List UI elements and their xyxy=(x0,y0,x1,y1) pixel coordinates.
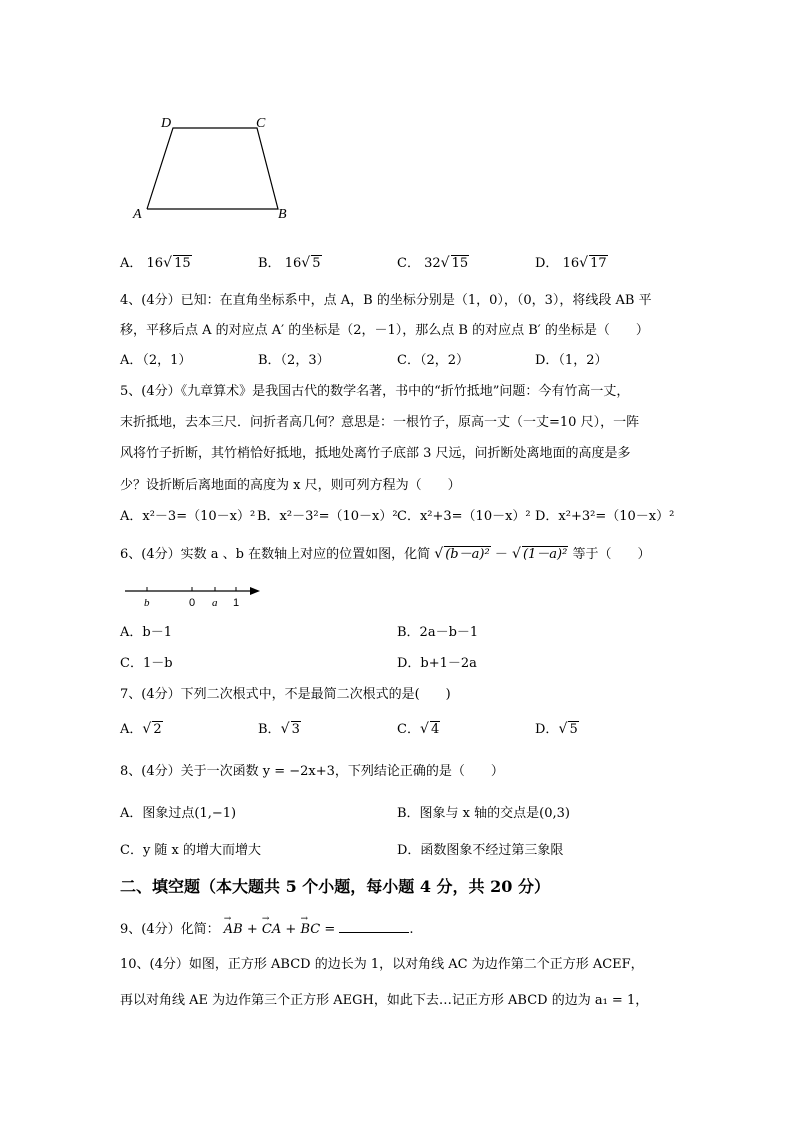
q9-stem xyxy=(120,920,414,939)
q3-option-c xyxy=(397,255,469,273)
trapezoid-figure xyxy=(130,110,300,230)
q4-stem-line2: 移，平移后点 A 的对应点 A′ 的坐标是（2，－1），那么点 B 的对应点 B′ 的坐标是（ ） xyxy=(120,323,649,338)
q6-minus: － xyxy=(494,547,508,562)
q5-stem-line4: 少？设折断后离地面的高度为 x 尺，则可列方程为（ ） xyxy=(120,478,461,493)
q3-d-coef: 16 xyxy=(562,256,580,271)
q3-option-a xyxy=(120,255,192,273)
q7-d-letter: D． xyxy=(535,722,559,737)
q3-c-coef: 32 xyxy=(424,256,441,271)
q8-option-b: B．图象与 x 轴的交点是(0,3) xyxy=(397,806,570,821)
axis-label-a: a xyxy=(212,597,218,609)
q3-c-radicand: 15 xyxy=(451,256,469,271)
q9-stem-text: 9、(4分）化简： xyxy=(120,922,220,937)
axis-label-1: 1 xyxy=(233,597,240,609)
q7-b-radical xyxy=(281,721,301,739)
q7-c-radicand: 4 xyxy=(430,722,440,737)
q3-b-radical xyxy=(301,255,321,273)
q9-vector-bc: → BC xyxy=(300,921,320,939)
q3-c-letter: C． xyxy=(397,256,420,271)
q4-stem-line1: 4、(4分）已知：在直角坐标系中，点 A，B 的坐标分别是（1，0），（0，3），将线段 AB 平 xyxy=(120,293,652,308)
q5-stem-line2: 末折抵地，去本三尺．问折者高几何？意思是：一根竹子，原高一丈（一丈=10 尺），一阵 xyxy=(120,415,640,430)
q6-option-a: A．b－1 xyxy=(120,625,172,640)
q3-d-radical xyxy=(579,255,608,273)
q6-stem xyxy=(120,546,651,564)
q7-d-radical xyxy=(558,721,578,739)
q6-option-d: D．b+1－2a xyxy=(397,656,477,671)
q3-a-letter: A． xyxy=(120,256,143,271)
q6-radical-2 xyxy=(512,546,568,564)
q4-option-c: C．（2，2） xyxy=(397,353,469,368)
label-c: C xyxy=(256,116,266,131)
q7-option-c xyxy=(397,721,440,739)
q7-a-radical xyxy=(142,721,162,739)
q6-radicand-1: (b－a)² xyxy=(445,547,490,562)
q3-option-b xyxy=(258,255,322,273)
q3-a-coef: 16 xyxy=(146,256,164,271)
q5-option-d: D．x²+3²=（10－x）² xyxy=(535,509,675,524)
q8-option-c: C．y 随 x 的增大而增大 xyxy=(120,843,262,858)
q3-d-letter: D． xyxy=(535,256,559,271)
q7-a-radicand: 2 xyxy=(153,722,162,737)
q7-stem: 7、(4分）下列二次根式中，不是最简二次根式的是( ) xyxy=(120,687,451,702)
q6-option-b: B．2a－b－1 xyxy=(397,625,479,640)
q3-a-radical xyxy=(163,255,192,273)
label-a: A xyxy=(133,207,142,222)
q6-radicand-2: (1－a)² xyxy=(522,547,568,562)
q7-b-radicand: 3 xyxy=(291,722,300,737)
axis-label-0: 0 xyxy=(189,597,196,609)
number-line xyxy=(122,580,267,610)
q3-d-radicand: 17 xyxy=(590,256,607,271)
q3-b-radicand: 5 xyxy=(312,256,321,271)
q9-period: . xyxy=(409,922,414,937)
q5-option-c: C．x²+3=（10－x）² xyxy=(397,509,531,524)
q5-stem-line3: 风将竹子折断，其竹梢恰好抵地，抵地处离竹子底部 3 尺远，问折断处离地面的高度是多 xyxy=(120,446,631,461)
q3-c-radical xyxy=(441,255,470,273)
q6-option-c: C．1－b xyxy=(120,656,173,671)
q5-option-b: B．x²－3²=（10－x）² xyxy=(257,509,398,524)
q9-answer-blank[interactable] xyxy=(339,920,409,933)
q7-option-a xyxy=(120,721,163,739)
q3-b-letter: B． xyxy=(258,256,281,271)
q3-option-d xyxy=(535,255,608,273)
q10-stem-line2: 再以对角线 AE 为边作第三个正方形 AEGH，如此下去…记正方形 ABCD 的边为 a₁ = 1， xyxy=(120,993,649,1008)
q9-equals: = xyxy=(324,922,336,937)
q9-vector-ab: → AB xyxy=(224,921,243,939)
q5-stem-line1: 5、(4分）《九章算术》是我国古代的数学名著，书中的“折竹抵地”问题：今有竹高一丈， xyxy=(120,384,630,399)
q7-c-letter: C． xyxy=(397,722,420,737)
q4-option-d: D．（1，2） xyxy=(535,353,608,368)
q3-b-coef: 16 xyxy=(284,256,302,271)
label-b: B xyxy=(278,207,287,222)
q6-radical-1 xyxy=(434,546,490,564)
q10-stem-line1: 10、(4分）如图，正方形 ABCD 的边长为 1，以对角线 AC 为边作第二个正方形 ACEF， xyxy=(120,957,644,972)
q8-stem: 8、(4分）关于一次函数 y = −2x+3，下列结论正确的是（ ） xyxy=(120,764,504,779)
label-d: D xyxy=(161,116,172,131)
q7-a-letter: A． xyxy=(120,722,143,737)
q7-option-b xyxy=(258,721,301,739)
q5-option-a: A．x²－3=（10－x）² xyxy=(120,509,256,524)
q7-c-radical xyxy=(420,721,440,739)
q8-option-a: A．图象过点(1,−1) xyxy=(120,806,237,821)
q6-stem-tail: 等于（ ） xyxy=(572,547,651,562)
q3-a-radicand: 15 xyxy=(174,256,191,271)
axis-label-b: b xyxy=(144,597,150,609)
trapezoid-shape xyxy=(147,128,278,209)
q4-option-a: A．（2，1） xyxy=(120,353,192,368)
section-title-fill-in: 二、填空题（本大题共 5 个小题，每小题 4 分，共 20 分） xyxy=(120,877,550,896)
q7-option-d xyxy=(535,721,579,739)
q7-b-letter: B． xyxy=(258,722,281,737)
q7-d-radicand: 5 xyxy=(569,722,578,737)
q9-vector-ca: → CA xyxy=(262,921,281,939)
q6-stem-text: 6、(4分）实数 a 、b 在数轴上对应的位置如图，化简 xyxy=(120,547,431,562)
q4-option-b: B．（2，3） xyxy=(258,353,330,368)
q9-plus-2: + xyxy=(285,922,297,937)
q9-plus-1: + xyxy=(246,922,258,937)
q8-option-d: D．函数图象不经过第三象限 xyxy=(397,843,564,858)
